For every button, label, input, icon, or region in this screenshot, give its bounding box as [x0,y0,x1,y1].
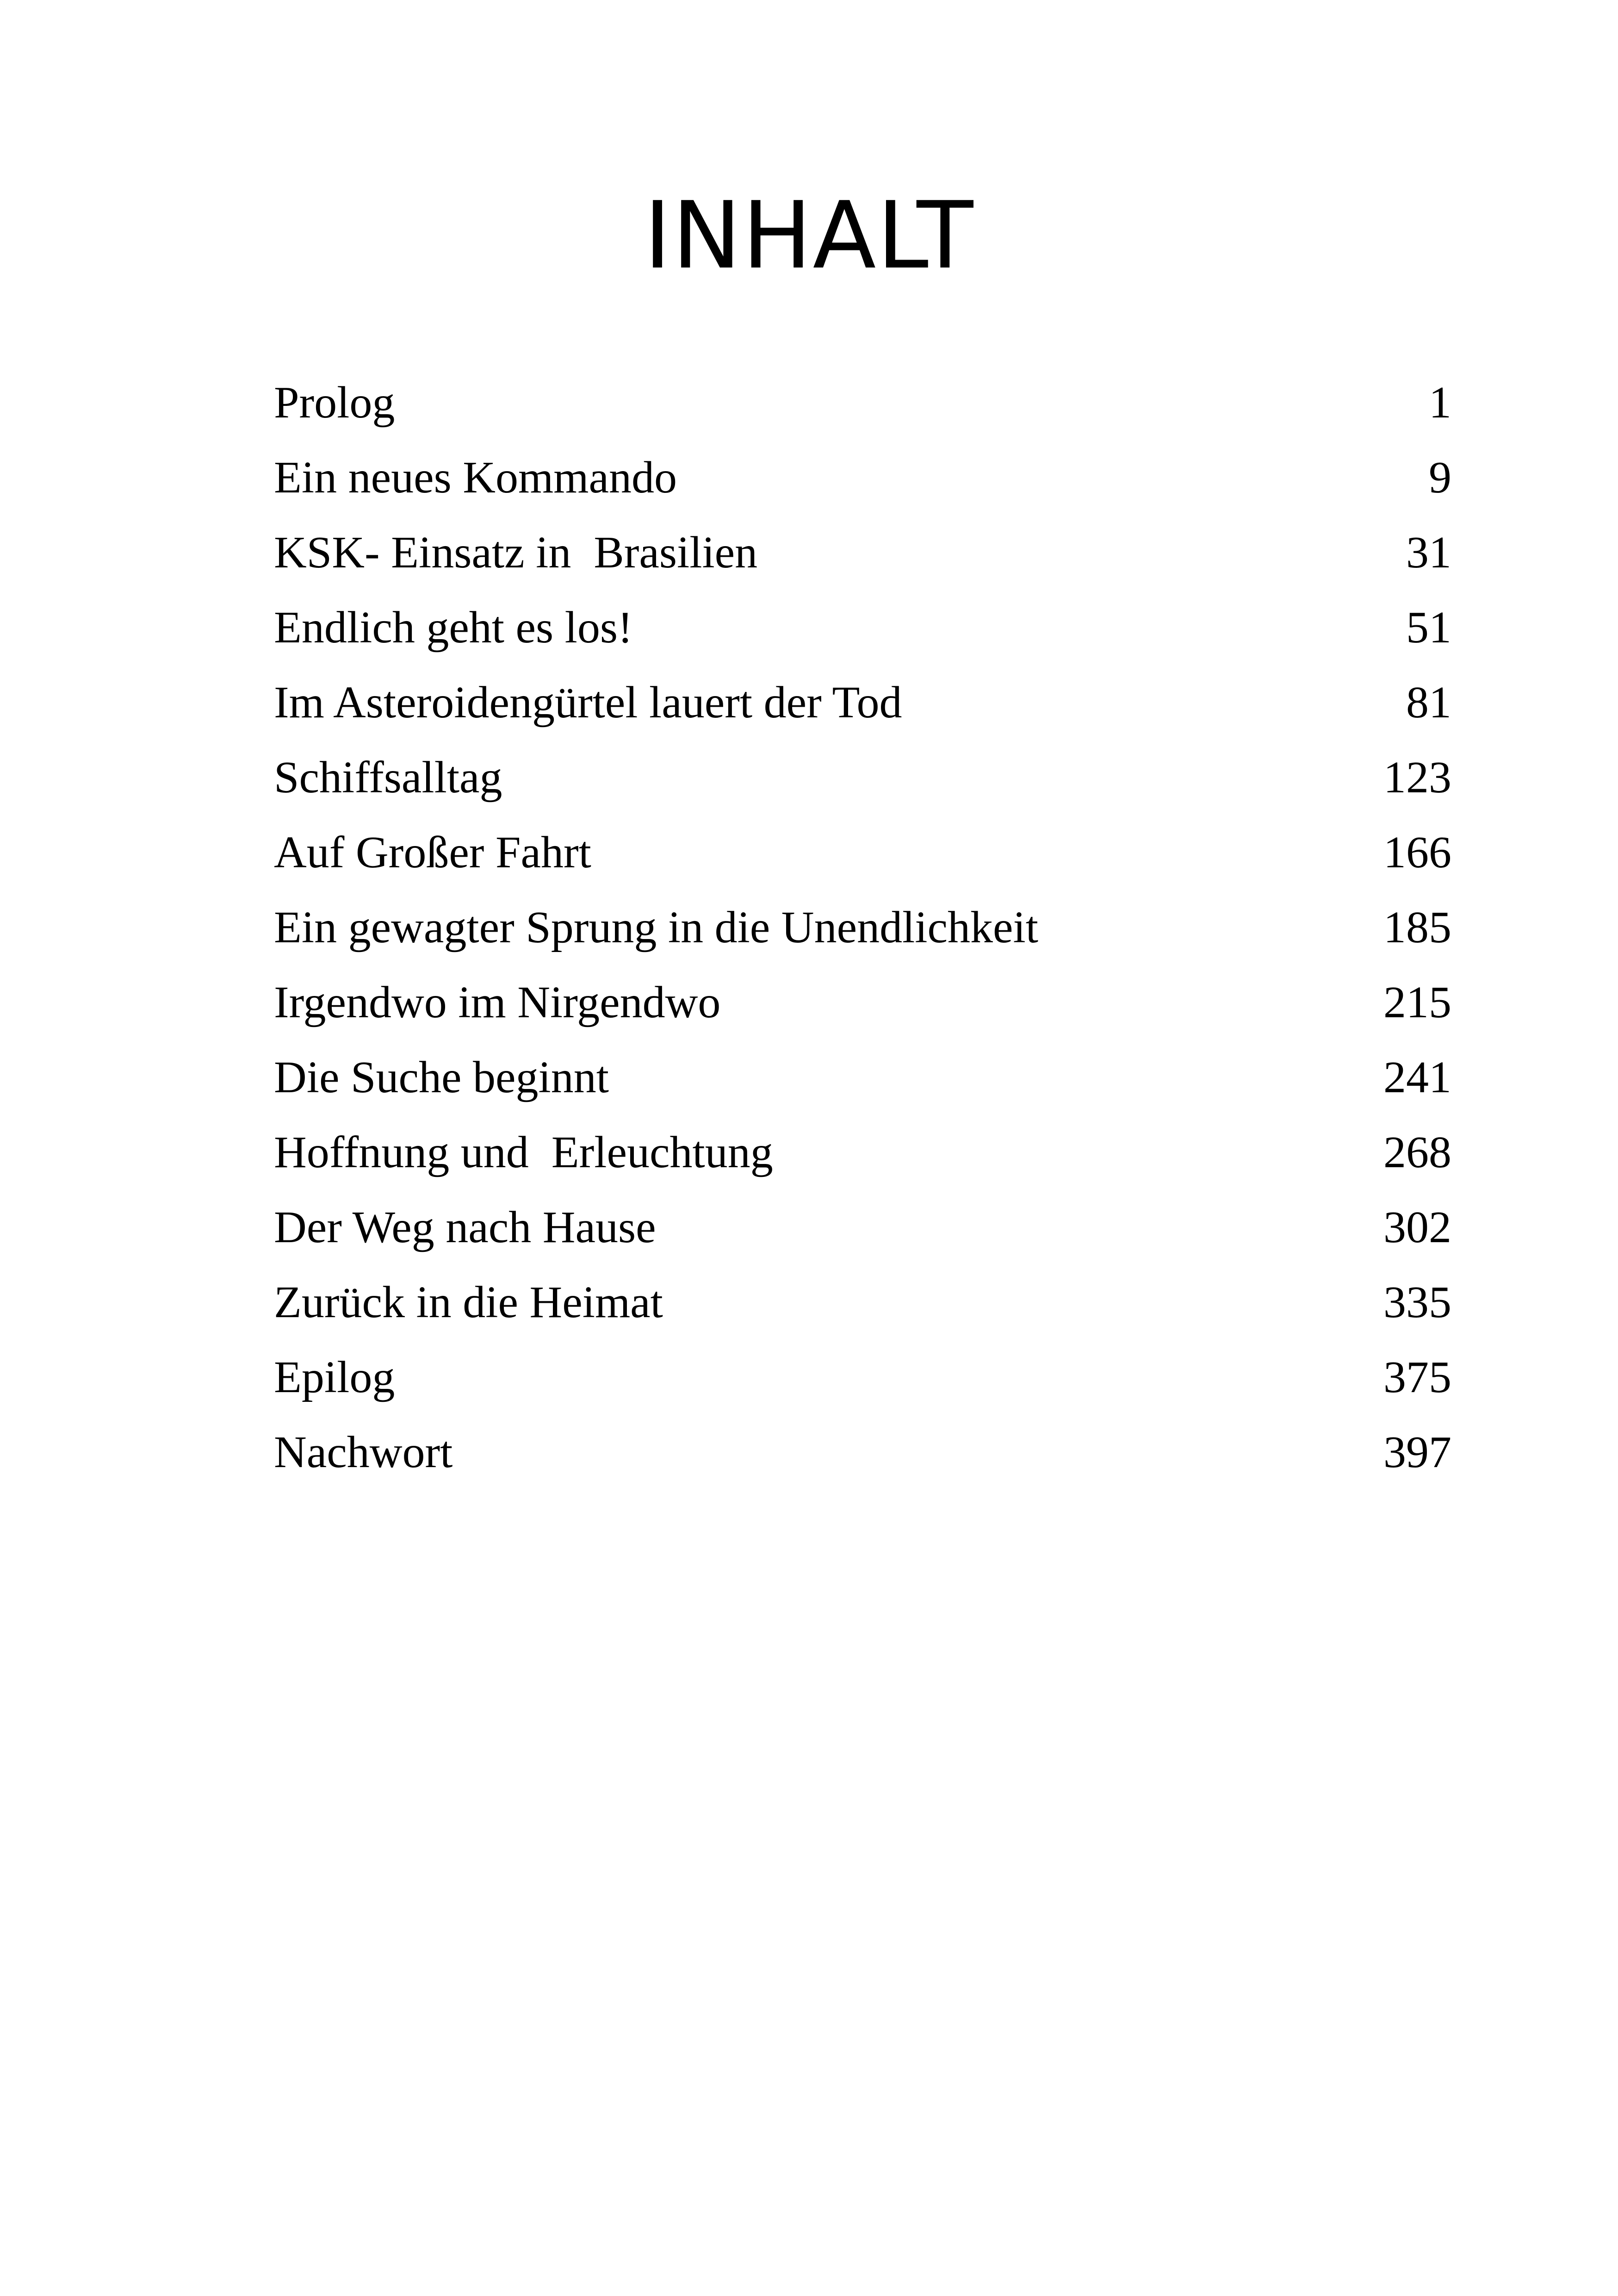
toc-entry-title: Die Suche beginnt [274,1052,609,1102]
toc-entry-page: 335 [1383,1277,1451,1327]
toc-entry-page: 81 [1406,678,1451,728]
toc-entry [274,825,1451,900]
toc-entry [274,375,1451,450]
toc-entry-title: Epilog [274,1352,395,1402]
toc-entry-page: 31 [1406,528,1451,578]
toc-entry-page: 302 [1383,1202,1451,1252]
toc-entry-title: Hoffnung und Erleuchtung [274,1127,773,1177]
page-title: INHALT [644,182,974,290]
toc-entry [274,450,1451,525]
toc-entry-page: 241 [1383,1052,1451,1102]
toc-entry [274,1350,1451,1425]
toc-entry-page: 166 [1383,828,1451,877]
toc-entry-title: Schiffsalltag [274,753,502,803]
toc-entry-page: 9 [1429,453,1451,503]
toc-entry-page: 268 [1383,1127,1451,1177]
toc-entry-title: KSK- Einsatz in Brasilien [274,528,758,578]
toc-entry [274,675,1451,750]
toc-entry [274,1050,1451,1125]
toc-entry [274,750,1451,825]
toc-entry [274,600,1451,675]
toc-entry-page: 397 [1383,1427,1451,1477]
toc-entry-title: Prolog [274,378,395,428]
toc-entry [274,1125,1451,1200]
toc-entry-title: Zurück in die Heimat [274,1277,663,1327]
toc-entry-page: 375 [1383,1352,1451,1402]
toc-entry-title: Endlich geht es los! [274,603,633,653]
toc-entry-title: Im Asteroidengürtel lauert der Tod [274,678,902,728]
toc-entry-page: 1 [1429,378,1451,428]
toc-entry [274,1200,1451,1275]
toc-entry [274,1425,1451,1500]
toc-entry-page: 51 [1406,603,1451,653]
toc-entry-title: Auf Großer Fahrt [274,828,591,877]
toc-entry [274,900,1451,975]
toc-entry-page: 215 [1383,977,1451,1027]
toc-entry-page: 123 [1383,753,1451,803]
toc-entry-title: Ein gewagter Sprung in die Unendlichkeit [274,902,1038,952]
toc-entry [274,525,1451,600]
table-of-contents [274,375,1451,1500]
toc-entry-page: 185 [1383,902,1451,952]
toc-entry-title: Ein neues Kommando [274,453,677,503]
toc-entry [274,1275,1451,1350]
toc-entry-title: Nachwort [274,1427,453,1477]
toc-entry-title: Der Weg nach Hause [274,1202,656,1252]
toc-entry-title: Irgendwo im Nirgendwo [274,977,721,1027]
toc-entry [274,975,1451,1050]
